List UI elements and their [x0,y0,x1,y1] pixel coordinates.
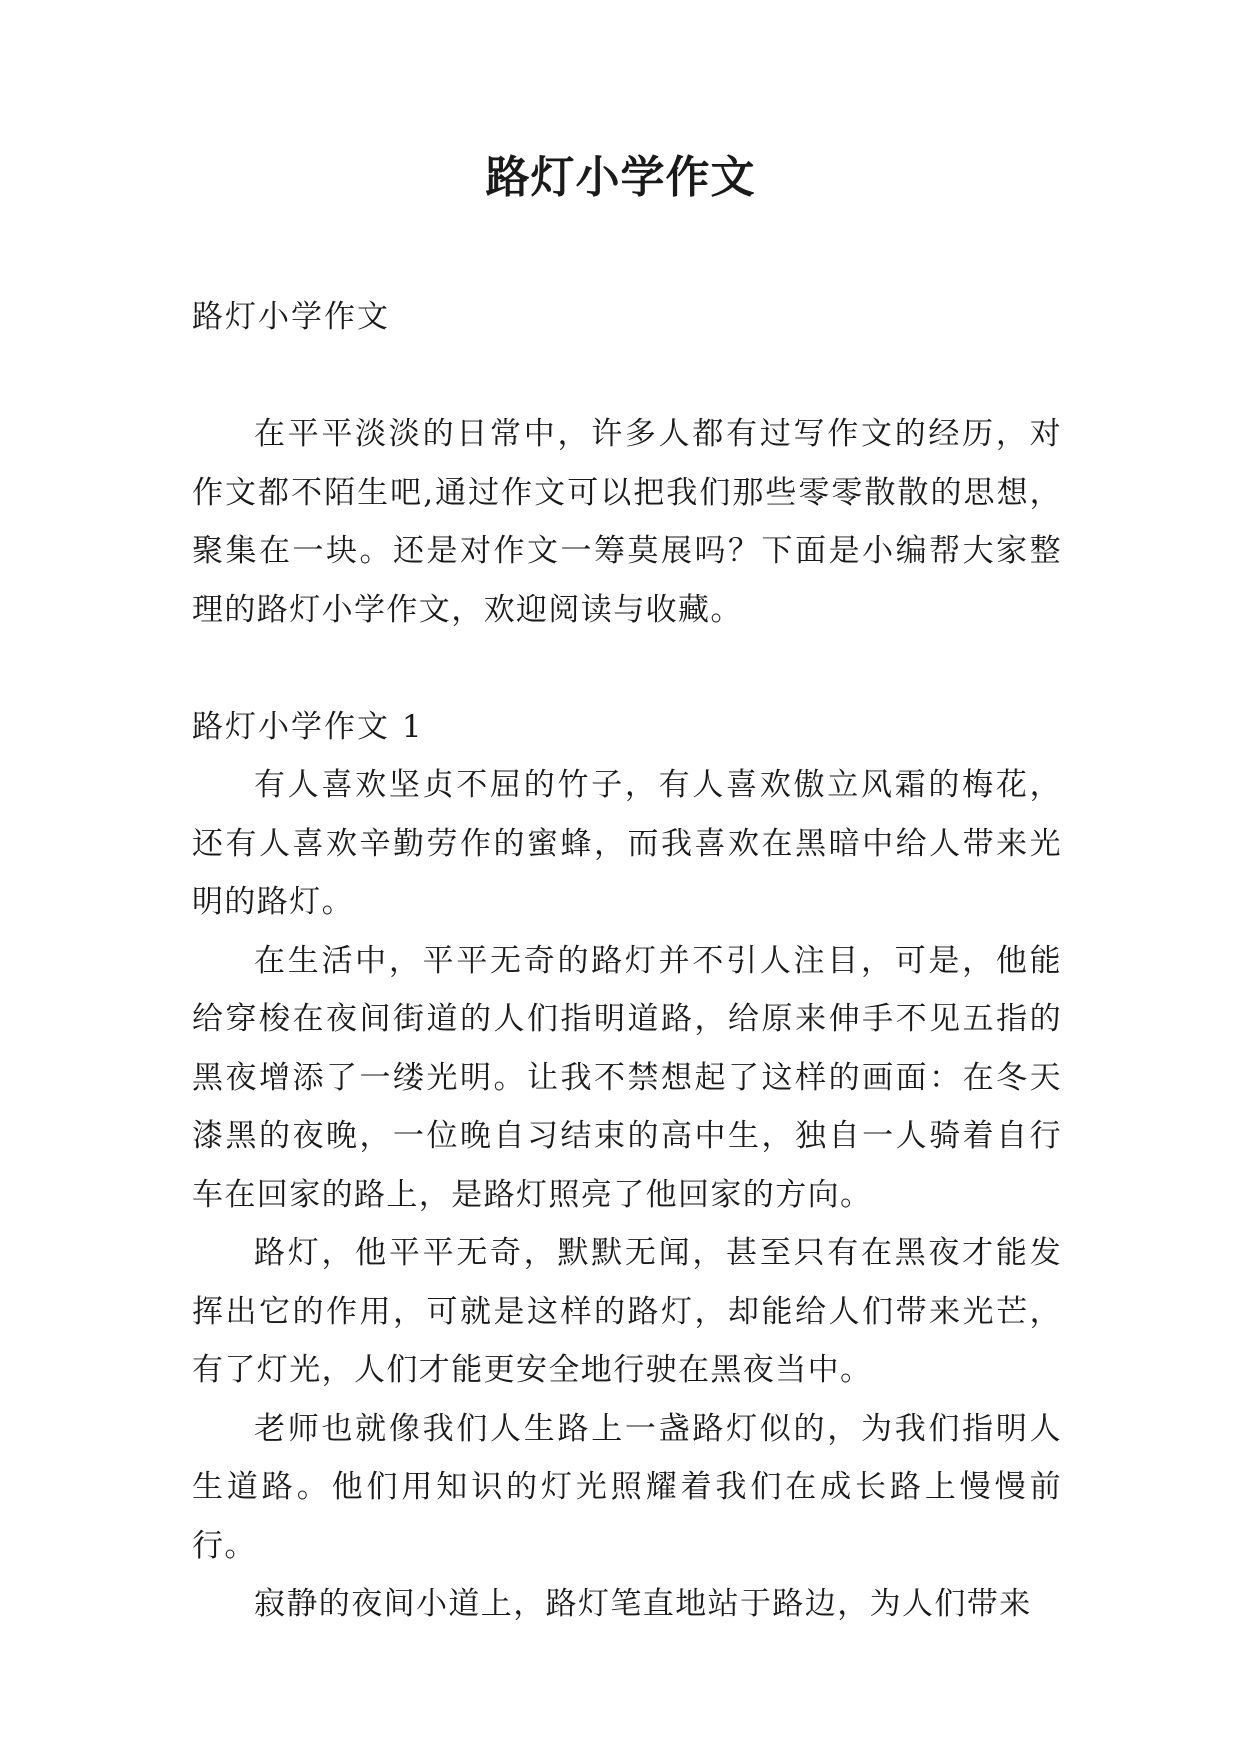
spacer [192,639,1062,698]
body-paragraph-1: 有人喜欢坚贞不屈的竹子，有人喜欢傲立风霜的梅花，还有人喜欢辛勤劳作的蜜蜂，而我喜欢在黑暗中给人带来光明的路灯。 [192,767,1062,920]
body-paragraph-4: 老师也就像我们人生路上一盏路灯似的，为我们指明人生道路。他们用知识的灯光照耀着我们在成长路上慢慢前行。 [192,1410,1062,1564]
document-subtitle: 路灯小学作文 [192,299,390,335]
document-title: 路灯小学作文 [485,152,756,203]
spacer [192,347,1062,406]
body-paragraph-3: 路灯，他平平无奇，默默无闻，甚至只有在黑夜才能发挥出它的作用，可就是这样的路灯，却能给人们带来光芒，有了灯光，人们才能更安全地行驶在黑夜当中。 [192,1235,1062,1388]
body-paragraph-2: 在生活中，平平无奇的路灯并不引人注目，可是，他能给穿梭在夜间街道的人们指明道路，给原来伸手不见五指的黑夜增添了一缕光明。让我不禁想起了这样的画面：在冬天漆黑的夜晚，一位晚自习结束的高中生，独自一人骑着自行车在回家的路上，是路灯照亮了他回家的方向。 [192,942,1062,1213]
section-heading: 路灯小学作文 1 [192,708,424,745]
intro-paragraph: 在平平淡淡的日常中，许多人都有过写作文的经历，对作文都不陌生吧,通过作文可以把我们那些零零散散的思想，聚集在一块。还是对作文一筹莫展吗？下面是小编帮大家整理的路灯小学作文，欢迎阅读与收藏。 [192,416,1062,628]
body-paragraph-5: 寂静的夜间小道上，路灯笔直地站于路边，为人们带来 [254,1586,1032,1622]
document-body [192,288,1062,1634]
